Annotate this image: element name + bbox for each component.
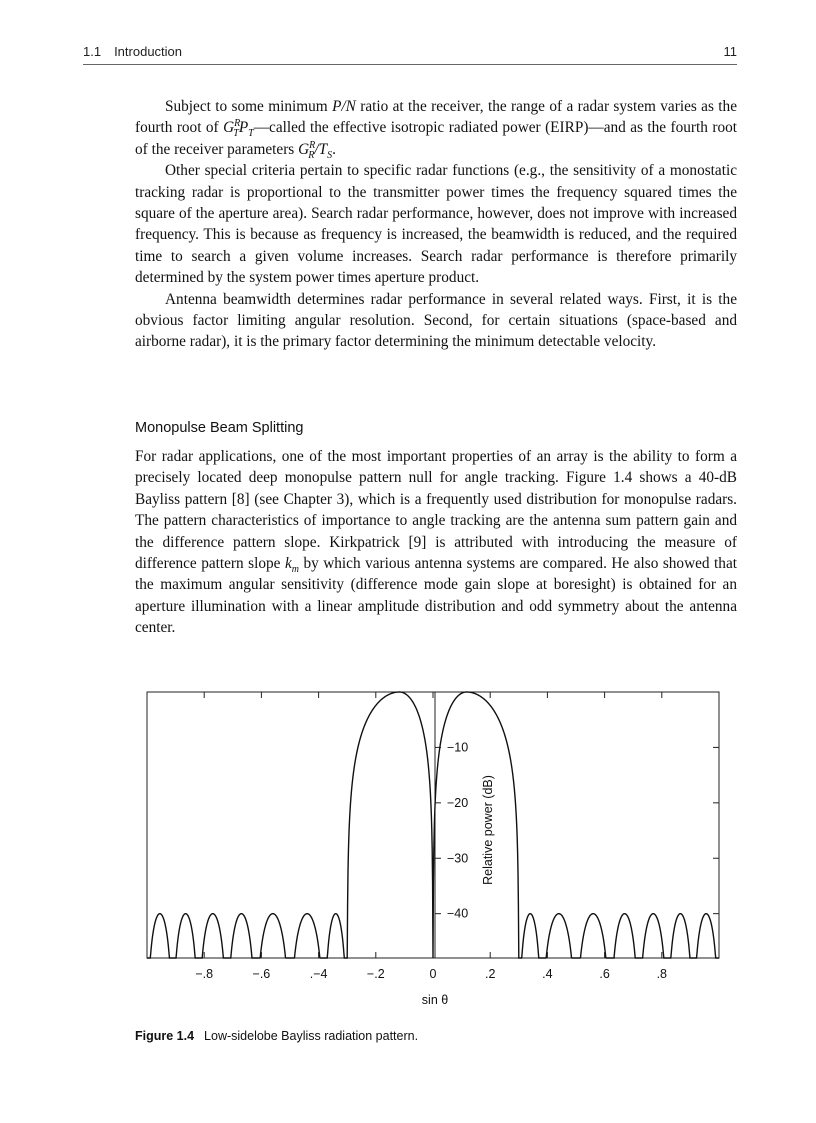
x-tick-label: .2 xyxy=(484,967,496,981)
bayliss-chart xyxy=(147,692,719,1022)
x-tick-label: −.8 xyxy=(195,967,214,981)
figure-caption xyxy=(135,1029,418,1043)
page-number: 11 xyxy=(723,44,737,59)
x-tick-label: .4 xyxy=(542,967,553,981)
section-heading: Monopulse Beam Splitting xyxy=(135,420,304,436)
x-axis-label: sin θ xyxy=(421,993,449,1007)
y-tick-label: −10 xyxy=(447,740,469,755)
y-tick-label: −20 xyxy=(447,795,469,810)
x-tick-label: 0 xyxy=(429,967,437,981)
y-tick-label: −30 xyxy=(447,851,469,866)
x-tick-label: .8 xyxy=(656,967,668,981)
caption-label: Figure 1.4 xyxy=(135,1029,195,1043)
x-tick-label: .6 xyxy=(599,967,610,981)
paragraph-search-radar: Other special criteria pertain to specific radar functions (e.g., the sensitivity of a monostatic tracking radar is proportional to the transmitter power times the frequency squared times the square of the aperture area). Search radar performance, however, does not improve with increased frequency. This is because as frequency is increased, the beamwidth is reduced, and the required time to search a given volume increases. Search radar performance is therefore primarily determined by the system power times aperture product. xyxy=(135,162,737,287)
x-tick-label: −.6 xyxy=(252,967,271,981)
section-label: 1.1 Introduction xyxy=(83,44,183,59)
intro-text xyxy=(135,96,737,353)
caption-text: Low-sidelobe Bayliss radiation pattern. xyxy=(204,1029,419,1043)
paragraph-eirp: Subject to some minimum P/N ratio at the receiver, the range of a radar system varies as the fourth root of $G^R_TP_T—called$ the effective isotropic radiated power (EIRP)—and as the fourth root of the receiver parameters $G^R_R/T_S$. xyxy=(135,98,737,161)
y-tick-label: −40 xyxy=(447,906,469,921)
x-tick-label: −.2 xyxy=(366,967,385,981)
running-header xyxy=(83,44,737,64)
paragraph-beamwidth: Antenna beamwidth determines radar performance in several related ways. First, it is the obvious factor limiting angular resolution. Second, for certain situations (space-based and airborne radar), it is the primary factor determining the minimum detectable velocity. xyxy=(135,290,737,351)
monopulse-text xyxy=(135,446,737,639)
x-tick-label: .−4 xyxy=(309,967,328,981)
header-rule xyxy=(83,64,737,65)
figure-bayliss xyxy=(147,692,719,1022)
paragraph-monopulse: For radar applications, one of the most important properties of an array is the ability to form a precisely located deep monopulse pattern null for angle tracking. Figure 1.4 shows a 40-dB Bayliss pattern [8] (see Chapter 3), which is a frequently used distribution for monopulse radars. The pattern characteristics of importance to angle tracking are the antenna sum pattern gain and the difference pattern slope. Kirkpatrick [9] is attributed with introducing the measure of difference pattern slope $k_m$ by which various antenna systems are compared. He also showed that the maximum angular sensitivity (difference mode gain slope at boresight) is obtained for an aperture illumination with a linear amplitude distribution and odd symmetry about the antenna center. xyxy=(135,448,737,637)
pattern-curve xyxy=(147,692,719,958)
y-axis-label: Relative power (dB) xyxy=(481,775,495,885)
